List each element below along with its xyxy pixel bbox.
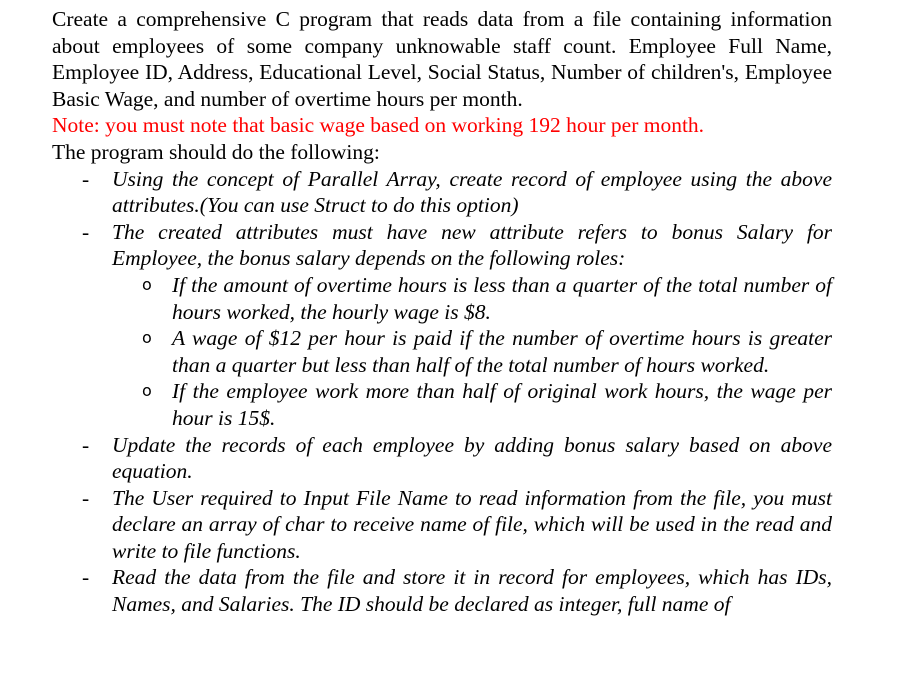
- circle-bullet: o: [142, 328, 152, 348]
- dash-bullet: -: [82, 485, 90, 510]
- sub-list-item: [112, 272, 832, 325]
- circle-bullet: o: [142, 274, 152, 294]
- list-item: [52, 219, 832, 432]
- intro-paragraph: Create a comprehensive C program that reads data from a file containing information about employees of some company unknowable staff count. Employee Full Name, Employee ID, Address, Educational Level, Social Status, Number of children's, Employee Basic Wage, and number of overtime hours per month.: [52, 7, 832, 111]
- list-item-text: The created attributes must have new attribute refers to bonus Salary for Employee, the bonus salary depends on the following roles:: [112, 219, 832, 271]
- list-item-text: Update the records of each employee by adding bonus salary based on above equation.: [112, 432, 832, 484]
- page-crop-edge: [0, 690, 905, 696]
- sub-list-item-text: If the employee work more than half of original work hours, the wage per hour is 15$.: [172, 379, 832, 430]
- dash-bullet: -: [82, 166, 90, 191]
- sub-list-item: [112, 325, 832, 378]
- list-item: [52, 166, 832, 219]
- lead-paragraph: The program should do the following:: [52, 139, 380, 164]
- circle-bullet: o: [142, 381, 152, 401]
- list-item-text: The User required to Input File Name to read information from the file, you must declare an array of char to receive name of file, which will be used in the read and write to file functions.: [112, 485, 832, 563]
- dash-bullet: -: [82, 219, 90, 244]
- list-item: [52, 485, 832, 565]
- sub-list-item: [112, 378, 832, 431]
- list-item: [52, 564, 832, 617]
- requirements-list: [52, 166, 832, 618]
- list-item-text: Read the data from the file and store it in record for employees, which has IDs, Names, and Salaries. The ID should be declared as integer, full name of: [112, 565, 832, 617]
- list-item: [52, 432, 832, 485]
- document-page: [52, 6, 832, 618]
- note-paragraph: Note: you must note that basic wage based on working 192 hour per month.: [52, 113, 705, 138]
- dash-bullet: -: [82, 432, 90, 457]
- sub-list-item-text: If the amount of overtime hours is less than a quarter of the total number of hours worked, the hourly wage is $8.: [172, 272, 832, 324]
- sub-list-item-text: A wage of $12 per hour is paid if the number of overtime hours is greater than a quarter but less than half of the total number of hours worked.: [172, 326, 832, 377]
- dash-bullet: -: [82, 565, 90, 590]
- list-item-text: Using the concept of Parallel Array, create record of employee using the above attributes.(You can use Struct to do this option): [112, 166, 832, 218]
- bonus-rules-list: [112, 272, 832, 432]
